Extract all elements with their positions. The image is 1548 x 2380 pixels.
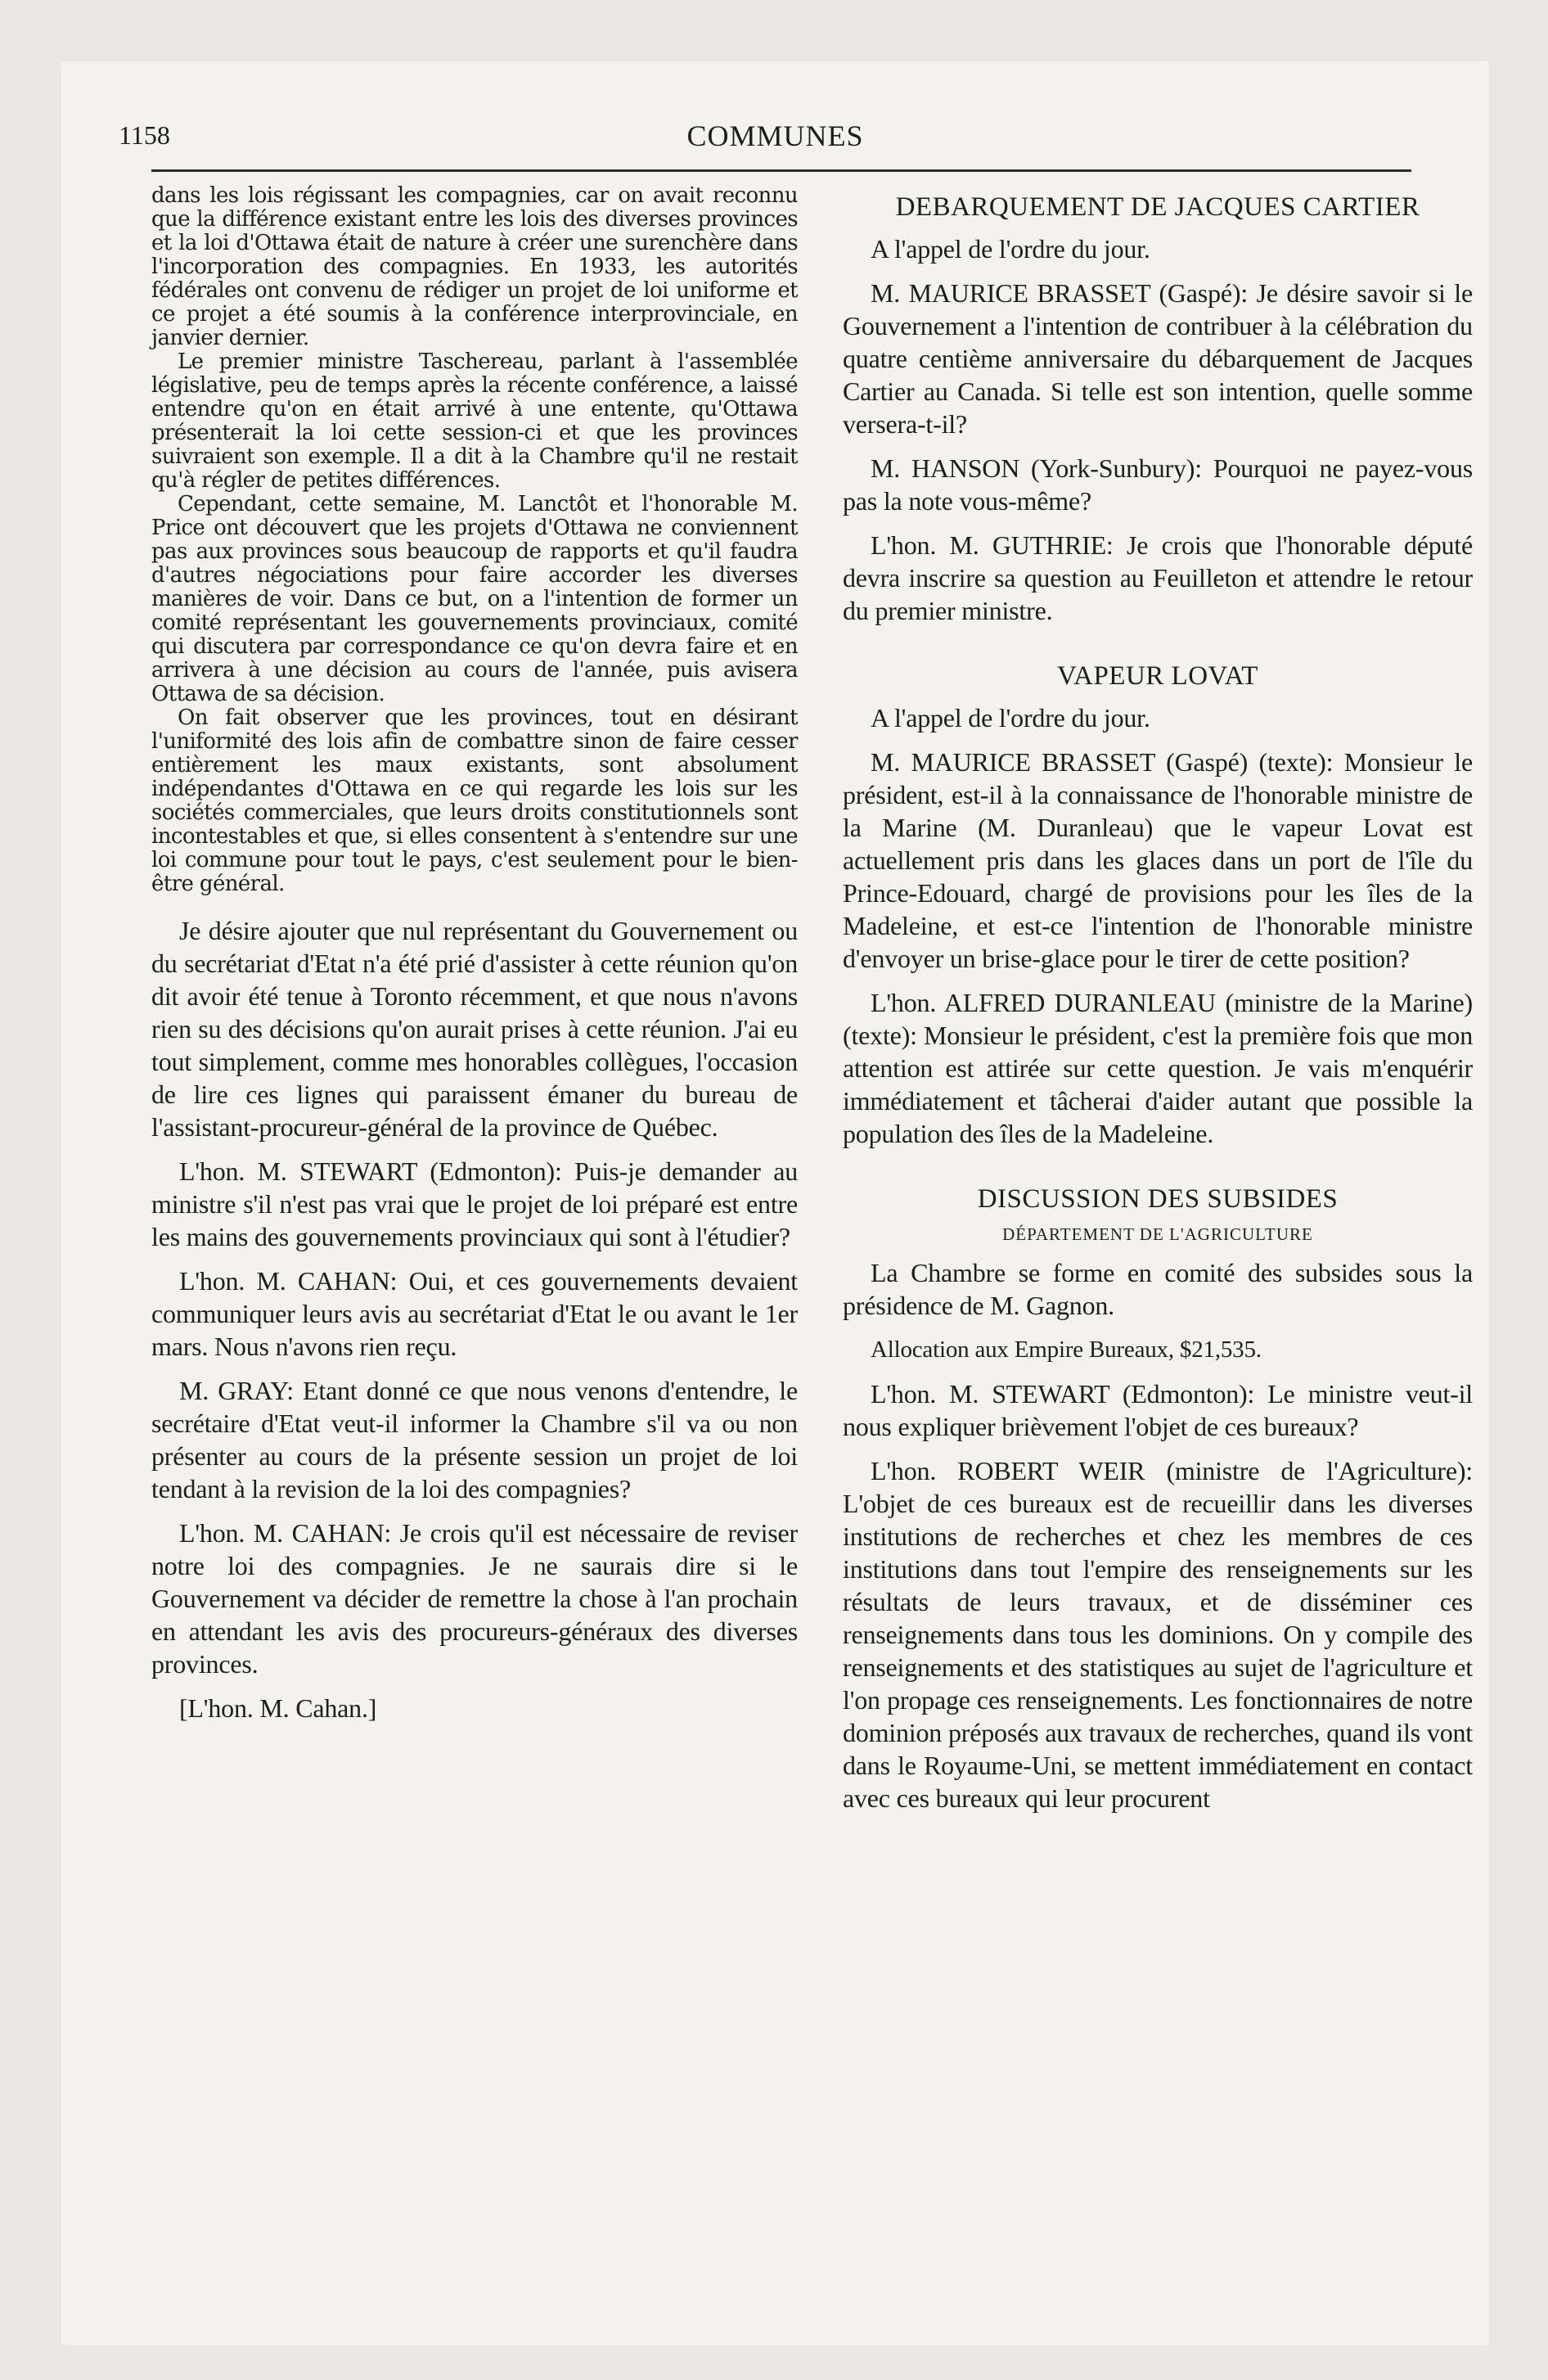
right-column [843,184,1473,1826]
page [61,61,1489,2345]
debate-paragraph: Je désire ajouter que nul représentant du Gouvernement ou du secrétariat d'Etat n'a été prié d'assister à cette réunion qu'on dit avoir été tenue à Toronto récemment, et que nous n'avons rien su des décisions qu'on aurait prises à cette réunion. J'ai eu tout simplement, comme mes honorables collègues, l'occasion de lire ces lignes qui paraissent émaner du bureau de l'assistant-procureur-général de la province de Québec. [151,916,798,1142]
debate-paragraph: L'hon. ALFRED DURANLEAU (ministre de la Marine) (texte): Monsieur le président, c'est la première fois que mon attention est attirée sur cette question. Je vais m'enquérir immédiatement et tâcherai d'aider autant que possible la population des îles de la Madeleine. [843,988,1473,1148]
section-subtitle-agriculture: DÉPARTEMENT DE L'AGRICULTURE [1002,1224,1313,1244]
debate-paragraph: Allocation aux Empire Bureaux, $21,535. [871,1336,1262,1363]
debate-paragraph: L'hon. M. GUTHRIE: Je crois que l'honorable député devra inscrire sa question au Feuilleton et attendre le retour du premier ministre. [843,530,1473,625]
running-title: COMMUNES [686,119,864,152]
debate-paragraph: L'hon. M. CAHAN: Je crois qu'il est nécessaire de reviser notre loi des compagnies. Je ne saurais dire si le Gouvernement va décider de remettre la chose à l'an prochain en attendant les avis des procureurs-généraux des diverses provinces. [151,1518,798,1679]
debate-paragraph: M. MAURICE BRASSET (Gaspé): Je désire savoir si le Gouvernement a l'intention de contribuer à la célébration du quatre centième anniversaire du débarquement de Jacques Cartier au Canada. Si telle est son intention, quelle somme versera-t-il? [843,278,1473,439]
article-paragraph: On fait observer que les provinces, tout en désirant l'uniformité des lois afin de combattre sinon de faire cesser entièrement les maux existants, sont absolument indépendantes d'Ottawa en ce qui regarde les lois sur les sociétés commerciales, que leurs droits constitutionnels sont incontestables et que, si elles consentent à s'entendre sur une loi commune pour tout le pays, c'est seulement pour le bien-être général. [151,705,798,896]
debate-paragraph: L'hon. M. STEWART (Edmonton): Puis-je demander au ministre s'il n'est pas vrai que le projet de loi préparé est entre les mains des gouvernements provinciaux qui sont à l'étudier? [151,1156,798,1251]
debate-paragraph: M. MAURICE BRASSET (Gaspé) (texte): Monsieur le président, est-il à la connaissance de l'honorable ministre de la Marine (M. Duranleau) que le vapeur Lovat est actuellement pris dans les glaces dans un port de l'île du Prince-Edouard, chargé de provisions pour les îles de la Madeleine, et est-ce l'intention de l'honorable ministre d'envoyer un brise-glace pour le tirer de cette position? [843,747,1473,973]
page-number: 1158 [119,120,170,150]
debate-paragraph: La Chambre se forme en comité des subsides sous la présidence de M. Gagnon. [843,1258,1473,1320]
debate-paragraph: L'hon. M. STEWART (Edmonton): Le ministre veut-il nous expliquer brièvement l'objet de ces bureaux? [843,1379,1473,1441]
debate-paragraph: A l'appel de l'ordre du jour. [871,234,1150,264]
debate-paragraph: M. GRAY: Etant donné ce que nous venons d'entendre, le secrétaire d'Etat veut-il informer la Chambre s'il va ou non présenter au cours de la présente session un projet de loi tendant à la revision de la loi des compagnies? [151,1376,798,1503]
quoted-article [151,184,798,896]
section-title-jacques-cartier: DEBARQUEMENT DE JACQUES CARTIER [895,192,1420,222]
debate-paragraph: A l'appel de l'ordre du jour. [871,703,1150,732]
article-paragraph: Cependant, cette semaine, M. Lanctôt et l'honorable M. Price ont découvert que les projets d'Ottawa ne conviennent pas aux provinces sous beaucoup de rapports et qu'il faudra d'autres négociations pour faire accorder les diverses manières de voir. Dans ce but, on a l'intention de former un comité représentant les gouvernements provinciaux, comité qui discutera par correspondance ce qu'on devra faire et en arrivera à une décision au cours de l'année, puis avisera Ottawa de sa décision. [151,492,798,706]
left-column [151,184,798,1736]
section-title-subsides: DISCUSSION DES SUBSIDES [977,1184,1339,1214]
header-rule [151,169,1411,172]
debate-text [151,914,798,1724]
debate-paragraph: L'hon. M. CAHAN: Oui, et ces gouvernements devaient communiquer leurs avis au secrétariat d'Etat le ou avant le 1er mars. Nous n'avons rien reçu. [151,1266,798,1361]
article-paragraph: Le premier ministre Taschereau, parlant à l'assemblée législative, peu de temps après la récente conférence, a laissé entendre qu'on en était arrivé à une entente, qu'Ottawa présenterait la loi cette session-ci et que les provinces suivraient son exemple. Il a dit à la Chambre qu'il ne restait qu'à régler de petites différences. [151,349,798,493]
speaker-footer: [L'hon. M. Cahan.] [179,1693,377,1723]
section-title-vapeur-lovat: VAPEUR LOVAT [1057,661,1258,691]
article-paragraph: dans les lois régissant les compagnies, car on avait reconnu que la différence existant entre les lois des diverses provinces et la loi d'Ottawa était de nature à créer une surenchère dans l'incorporation des compagnies. En 1933, les autorités fédérales ont convenu de rédiger un projet de loi uniforme et ce projet a été soumis à la conférence interprovinciale, en janvier dernier. [151,183,798,350]
debate-paragraph: L'hon. ROBERT WEIR (ministre de l'Agriculture): L'objet de ces bureaux est de recueillir dans les diverses institutions de recherches et chez les membres de ces institutions dans tout l'empire des renseignements sur les résultats de leurs travaux, et de disséminer ces renseignements dans tous les dominions. On y compile des renseignements et des statistiques au sujet de l'agriculture et l'on propage ces renseignements. Les fonctionnaires de notre dominion préposés aux travaux de recherches, quand ils vont dans le Royaume-Uni, se mettent immédiatement en contact avec ces bureaux qui leur procurent [843,1456,1473,1813]
debate-paragraph: M. HANSON (York-Sunbury): Pourquoi ne payez-vous pas la note vous-même? [843,453,1473,516]
